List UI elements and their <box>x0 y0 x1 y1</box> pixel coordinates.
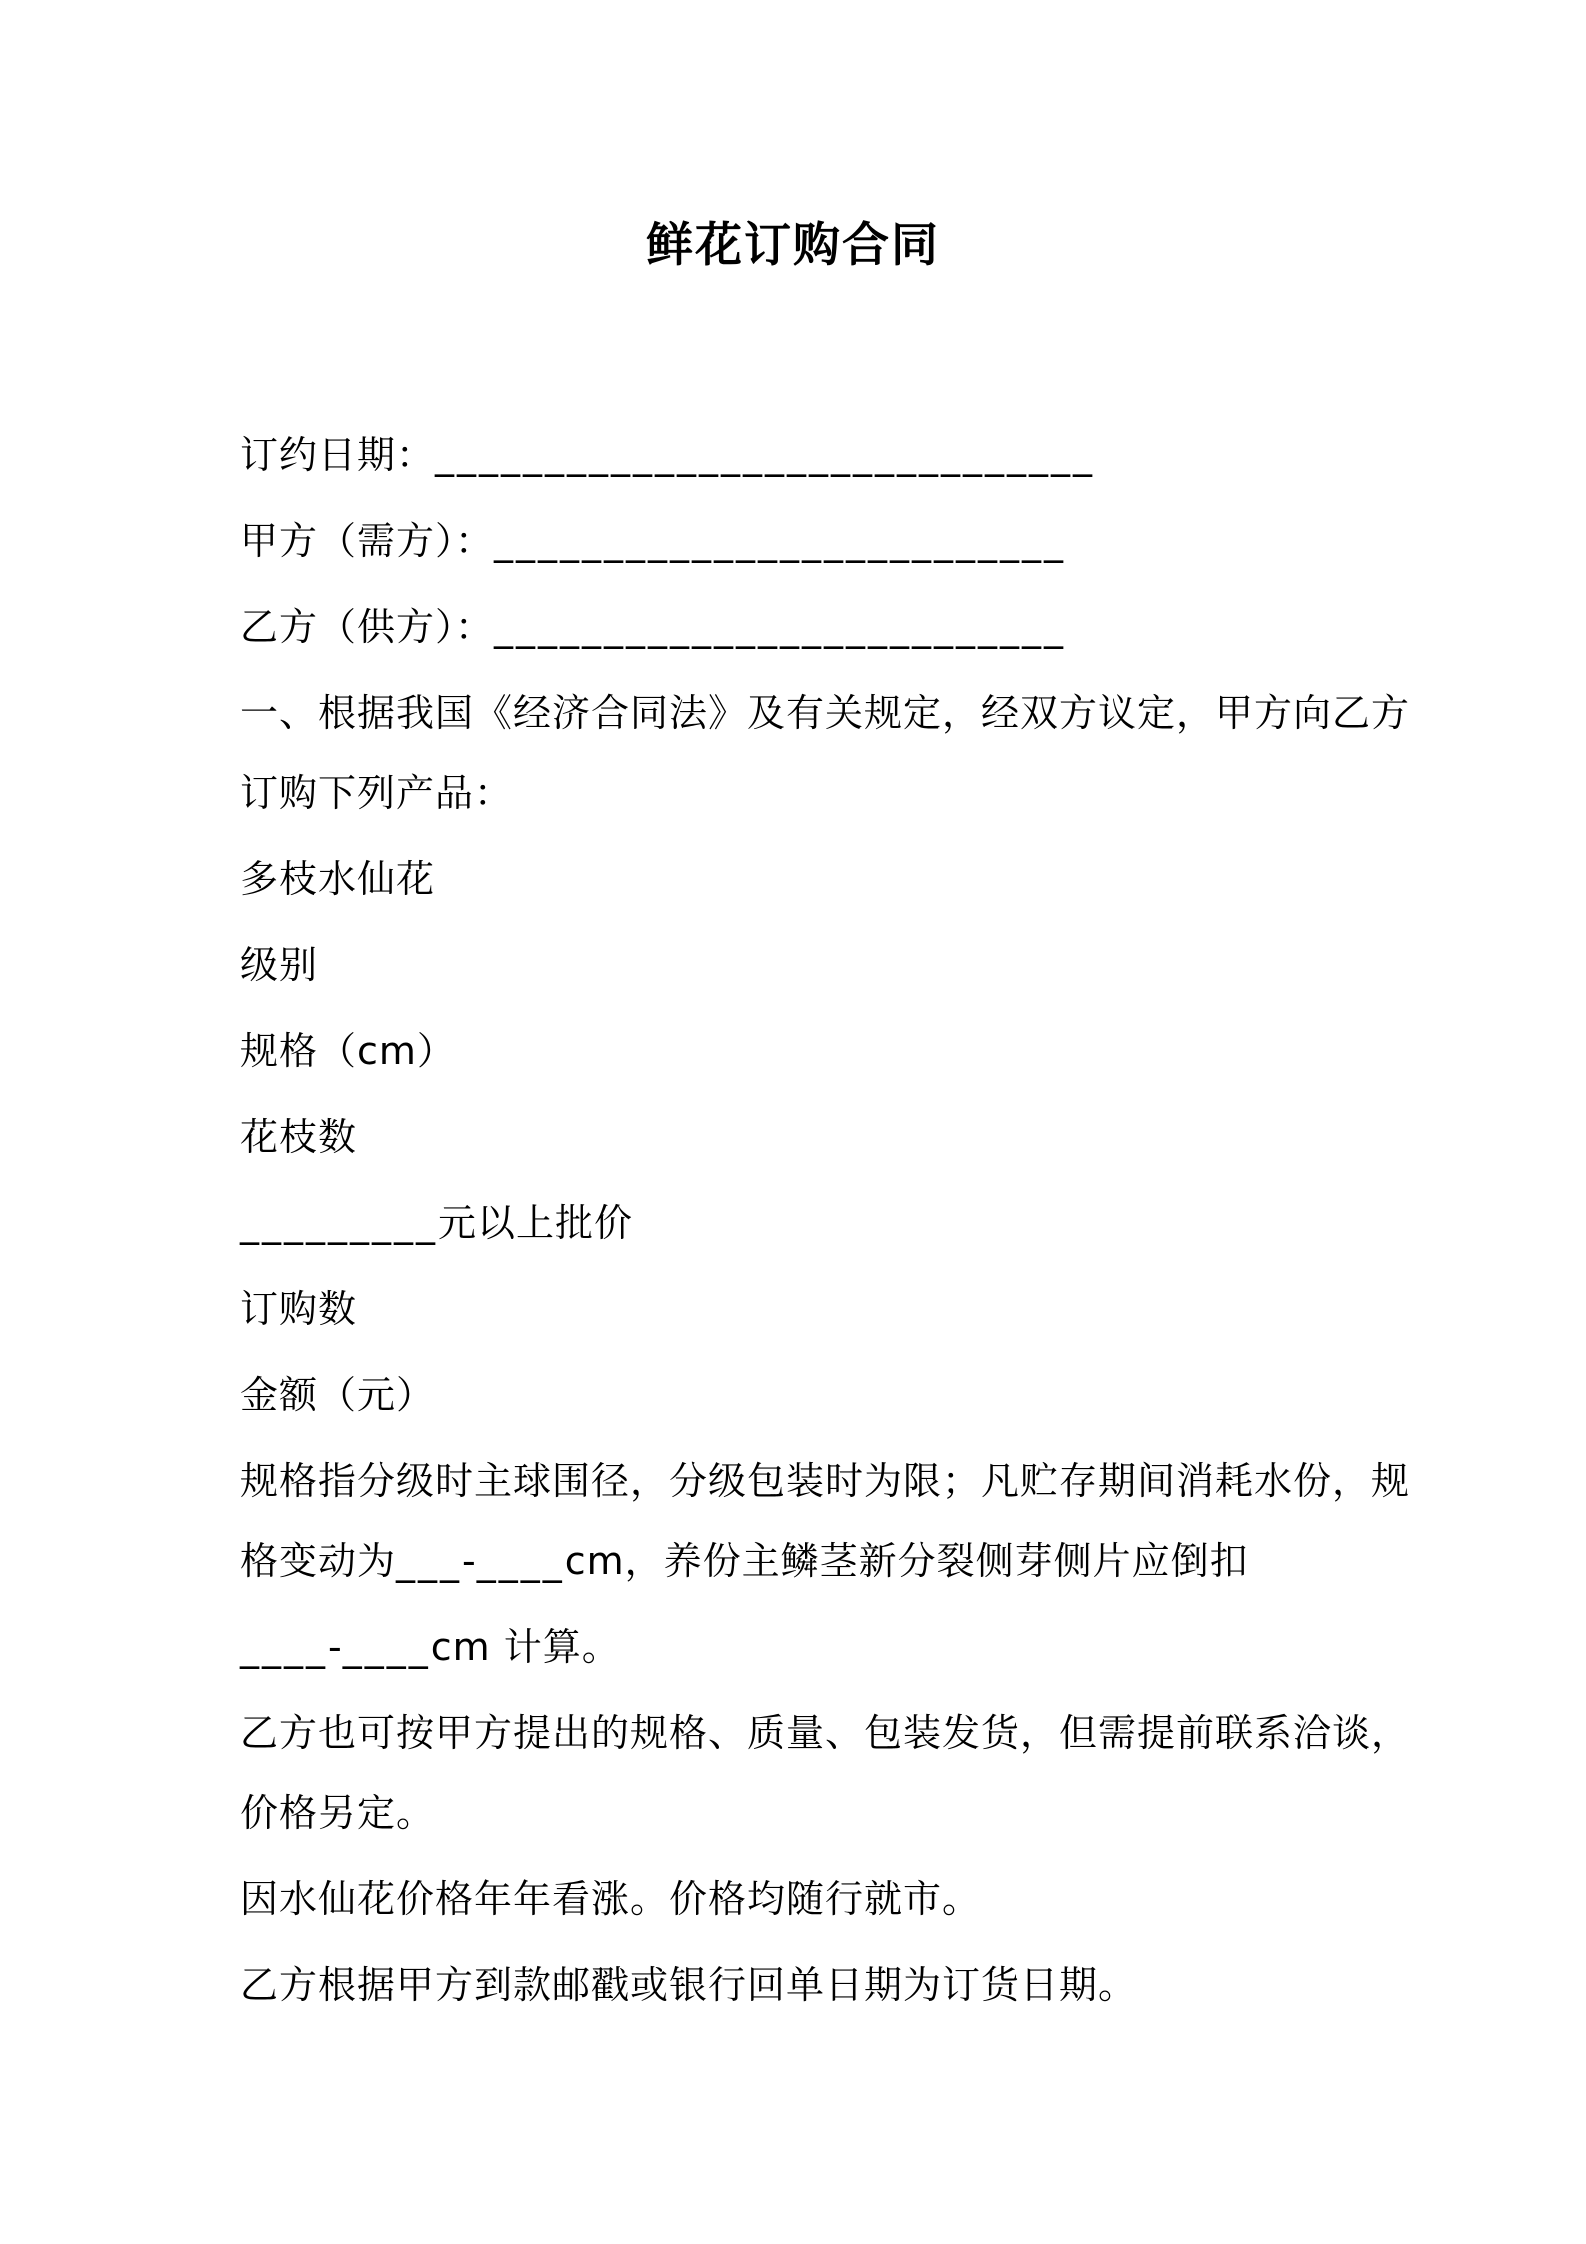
text-run: 级别 <box>240 943 319 987</box>
text-run: 元以上批价 <box>438 1201 634 1245</box>
contract-line <box>240 1355 1466 1435</box>
contract-line <box>240 587 1466 667</box>
text-run: 甲方（需方）： <box>240 519 495 563</box>
text-run: 乙方也可按甲方提出的规格、质量、包装发货，但需提前联系洽谈， <box>240 1711 1411 1755</box>
fill-in-blank: _________ <box>240 1201 438 1245</box>
contract-line <box>240 1097 1466 1177</box>
contract-line <box>240 1441 1466 1521</box>
text-run: - <box>328 1625 343 1669</box>
contract-line <box>240 415 1466 495</box>
text-run: 规格（cm） <box>240 1029 456 1073</box>
text-run: 花枝数 <box>240 1115 358 1159</box>
text-run: 价格另定。 <box>240 1791 436 1835</box>
contract-line <box>240 925 1466 1005</box>
contract-body <box>240 415 1466 2025</box>
text-run: 订购数 <box>240 1287 358 1331</box>
text-run: 乙方（供方）： <box>240 605 495 649</box>
contract-line <box>240 753 1466 833</box>
text-run: 多枝水仙花 <box>240 857 436 901</box>
text-run: 乙方根据甲方到款邮戳或银行回单日期为订货日期。 <box>240 1963 1138 2007</box>
text-run: 金额（元） <box>240 1373 436 1417</box>
contract-line <box>240 1269 1466 1349</box>
text-run: 因水仙花价格年年看涨。价格均随行就市。 <box>240 1877 982 1921</box>
contract-line <box>240 501 1466 581</box>
fill-in-blank: ____ <box>240 1625 328 1669</box>
contract-line <box>240 1859 1466 1939</box>
contract-line <box>240 1773 1466 1853</box>
fill-in-blank: ____ <box>342 1625 431 1669</box>
text-run: 格变动为 <box>240 1539 397 1583</box>
document-title: 鲜花订购合同 <box>646 218 940 273</box>
contract-line <box>240 1521 1466 1601</box>
text-run: 规格指分级时主球围径，分级包装时为限；凡贮存期间消耗水份，规 <box>240 1459 1411 1503</box>
text-run: cm，养份主鳞茎新分裂侧芽侧片应倒扣 <box>564 1539 1249 1583</box>
text-run: 订约日期： <box>240 433 436 477</box>
fill-in-blank: ______________________________ <box>435 433 1096 477</box>
fill-in-blank: ___ <box>396 1539 463 1583</box>
text-run: 一、根据我国《经济合同法》及有关规定，经双方议定，甲方向乙方 <box>240 691 1411 735</box>
contract-line <box>240 1693 1466 1773</box>
fill-in-blank: __________________________ <box>494 605 1067 649</box>
contract-line <box>240 673 1466 753</box>
text-run: 订购下列产品： <box>240 771 514 815</box>
contract-line <box>240 1607 1466 1687</box>
contract-line <box>240 1183 1466 1263</box>
text-run: cm 计算。 <box>430 1625 621 1669</box>
contract-line <box>240 839 1466 919</box>
contract-line <box>240 1945 1466 2025</box>
fill-in-blank: ____ <box>476 1539 565 1583</box>
fill-in-blank: __________________________ <box>494 519 1067 563</box>
contract-line <box>240 1011 1466 1091</box>
text-run: - <box>462 1539 477 1583</box>
